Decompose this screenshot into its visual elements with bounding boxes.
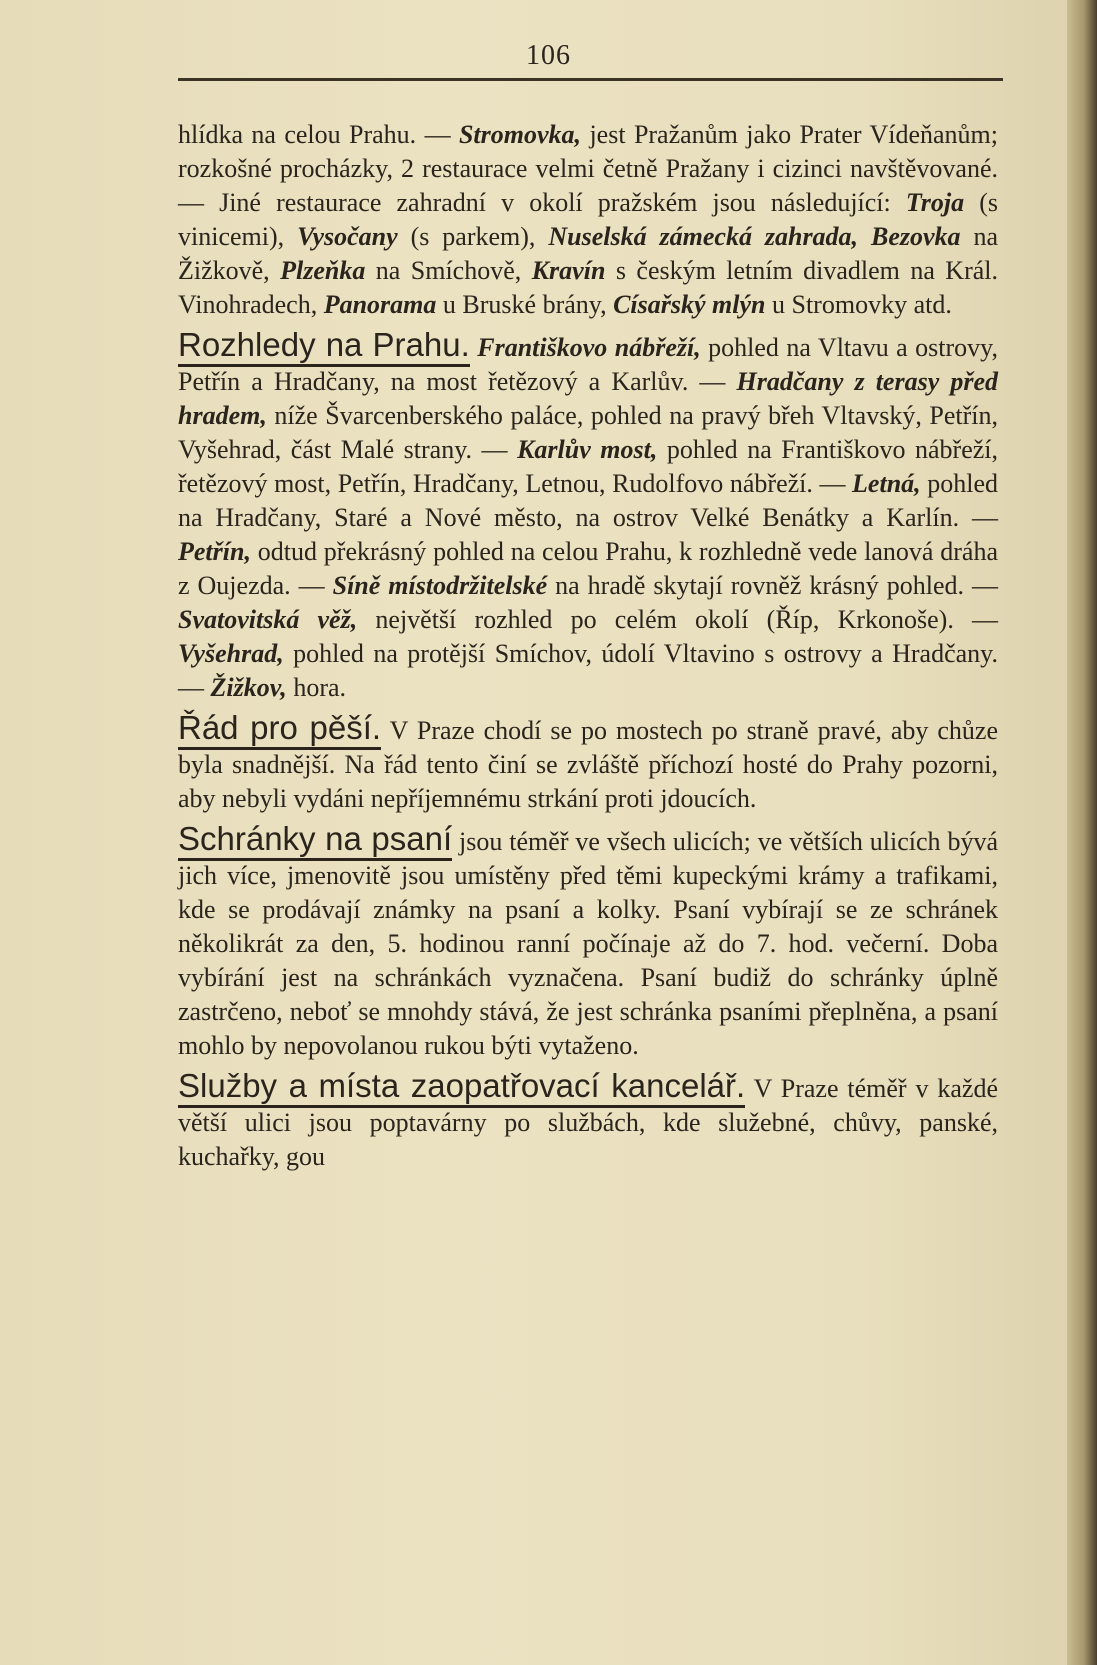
page-number: 106 [526,40,571,71]
text-run: pohled na protější Smíchov, údolí Vltavino s ostrovy a Hradčany. — [178,639,998,702]
place-name: Letná, [852,469,921,498]
section-heading-views: Rozhledy na Prahu. [178,326,470,367]
text-run: pohled na Františkovo nábřeží, řetězový most, Petřín, Hradčany, Letnou, Rudolfovo nábřeží. — [178,435,999,498]
text-run: na Žižkově, [178,222,998,285]
text-run: jest Pražanům jako Prater Vídeňanům; rozkošné procházky, 2 restaurace velmi četně Pražany i cizinci navštěvované. — Jiné restaurace zahradní v okolí pražském jsou následující: [178,120,998,217]
section-heading-mailboxes: Schránky na psaní [178,820,452,861]
text-run: na hradě skytají rovněž krásný pohled. — [547,571,998,600]
place-name: Hradčany z terasy před hradem, [178,367,998,430]
place-name: Troja [905,188,965,217]
page-text [178,118,998,1174]
paragraph-mailboxes [178,822,998,1063]
text-run: (s vinicemi), [178,188,998,251]
place-name: Františkovo nábřeží, [477,333,701,362]
text-run: V Praze téměř v každé větší ulici jsou poptavárny po službách, kde služebné, chůvy, panské, kuchařky, gou [178,1074,998,1171]
text-run: níže Švarcenberského paláce, pohled na pravý břeh Vltavský, Petřín, Vyšehrad, část Malé strany. — [178,401,998,464]
text-run: u Stromovky atd. [765,290,952,319]
paragraph-services [178,1069,998,1174]
place-name: Stromovka, [458,120,582,149]
text-run: pohled na Hradčany, Staré a Nové město, na ostrov Velké Benátky a Karlín. — [178,469,998,532]
text-run: V Praze chodí se po mostech po straně pravé, aby chůze byla snadnější. Na řád tento činí se zvláště příchozí hosté do Prahy pozorni, aby nebyli vydáni nepříjemnému strkání proti jdoucích. [178,716,998,813]
place-name: Panorama [323,290,437,319]
text-run: (s parkem), [397,222,549,251]
text-run: jsou téměř ve všech ulicích; ve větších ulicích bývá jich více, jmenovitě jsou umístěny před těmi kupeckými krámy a trafikami, kde se prodávají známky na psaní a kolky. Psaní vybírají se ze schránek několikrát za den, 5. hodinou ranní počínaje až do 7. hod. večerní. Doba vybírání jest na schránkách vyznačena. Psaní budiž do schránky úplně zastrčeno, neboť se mnohdy stává, že jest schránka psaními přeplněna, a psaní mohlo by nepovolanou rukou býti vytaženo. [178,827,998,1060]
place-name: Císařský mlýn [613,290,766,319]
text-run: odtud překrásný pohled na celou Prahu, k rozhledně vede lanová dráha z Oujezda. — [178,537,998,600]
header-rule [178,78,1003,81]
place-name: Vysočany [297,222,398,251]
text-run: hlídka na celou Prahu. — [178,120,459,149]
place-name: Žižkov, [210,673,287,702]
paragraph-pedestrians [178,711,998,816]
text-run: u Bruské brány, [436,290,614,319]
text-run: na Smíchově, [365,256,532,285]
place-name: Svatovitská věž, [178,605,358,634]
place-name: Vyšehrad, [178,639,284,668]
section-heading-pedestrians: Řád pro pěší. [178,709,381,750]
text-run: hora. [286,673,347,702]
text-run: pohled na Vltavu a ostrovy, Petřín a Hradčany, na most řetězový a Karlův. — [178,333,998,396]
paragraph-gardens [178,118,998,322]
place-name: Petřín, [178,537,251,566]
paragraph-views [178,328,998,705]
place-name: Nuselská zámecká zahrada, Bezovka [548,222,961,251]
text-run: největší rozhled po celém okolí (Říp, Krkonoše). — [357,605,998,634]
place-name: Síně místodržitelské [332,571,548,600]
book-spine [1067,0,1097,1665]
place-name: Kravín [531,256,606,285]
place-name: Plzeňka [280,256,366,285]
place-name: Karlův most, [517,435,658,464]
section-heading-services: Služby a místa zaopatřovací kancelář. [178,1067,745,1108]
text-run: s českým letním divadlem na Král. Vinohradech, [178,256,999,319]
